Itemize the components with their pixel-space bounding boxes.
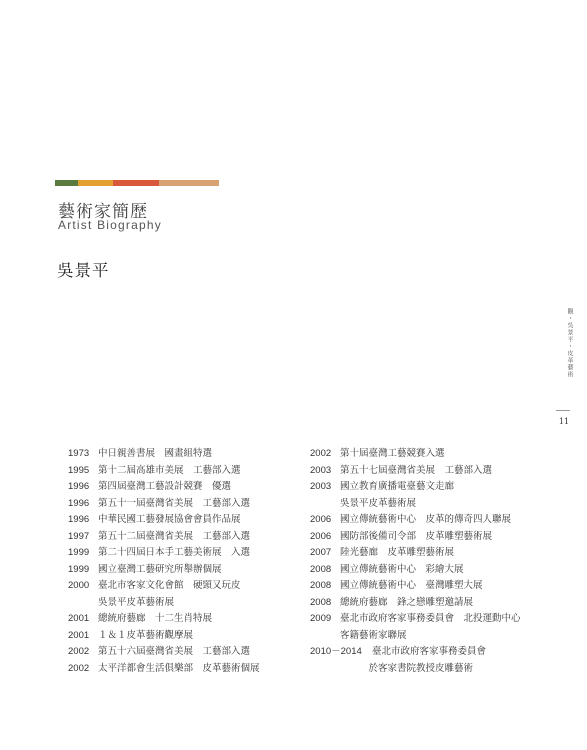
timeline-text: 陸光藝廊 皮革雕塑藝術展 (340, 547, 455, 558)
timeline-text: 臺北市客家文化會館 硬頸又玩皮 (98, 580, 241, 591)
timeline-year: 2002 (310, 448, 332, 459)
timeline-year: 2009 (310, 613, 332, 624)
timeline-year (310, 628, 340, 645)
timeline-year: 1973 (68, 448, 90, 459)
timeline-year (310, 661, 340, 678)
timeline-text: 吳景平皮革藝術展 (340, 497, 417, 509)
timeline-text: 客籍藝術家聯展 (340, 629, 407, 641)
color-bar-yellow (78, 180, 113, 186)
timeline-entry (310, 595, 550, 612)
timeline-entry (310, 562, 550, 579)
side-divider (556, 410, 570, 411)
timeline-entry (310, 578, 550, 595)
timeline-text: 中華民國工藝發展協會會員作品展 (98, 514, 241, 525)
timeline-year: 2006 (310, 530, 332, 542)
timeline-year: 2003 (310, 481, 332, 492)
timeline-entry (68, 578, 304, 595)
color-bar-tan (159, 180, 219, 186)
timeline-year: 2008 (310, 580, 332, 591)
color-bar (55, 180, 219, 186)
timeline-entry (310, 611, 550, 628)
timeline-entry (68, 661, 304, 678)
timeline-entry (68, 611, 304, 628)
timeline-entry (68, 644, 304, 661)
section-title-en: Artist Biography (58, 218, 162, 232)
timeline-entry (68, 463, 304, 480)
timeline-left-column (68, 446, 304, 677)
timeline-entry (310, 479, 550, 496)
timeline-text: 第十二屆高雄市美展 工藝部入選 (98, 464, 241, 476)
color-bar-red (113, 180, 159, 186)
timeline-text: 中日親善書展 國畫組特選 (98, 448, 213, 459)
timeline-entry (310, 446, 550, 463)
timeline-entry (68, 512, 304, 529)
timeline-text: 第五十七屆臺灣省美展 工藝部入選 (340, 464, 493, 476)
timeline-text: 國立傳統藝術中心 彩繪大展 (340, 563, 464, 575)
timeline-text: 第五十一屆臺灣省美展 工藝部入選 (98, 497, 251, 509)
timeline-text: 第十屆臺灣工藝競賽入選 (340, 448, 445, 459)
timeline-year: 1995 (68, 464, 90, 476)
timeline-year: 2008 (310, 596, 332, 608)
timeline-entry (310, 529, 550, 546)
timeline-text: 第五十六屆臺灣省美展 工藝部入選 (98, 646, 251, 657)
timeline-entry (68, 562, 304, 579)
timeline-text: 國立臺灣工藝研究所舉辦個展 (98, 563, 222, 575)
timeline-year: 2008 (310, 563, 332, 575)
timeline-entry (310, 644, 550, 661)
timeline-year: 1996 (68, 481, 90, 492)
timeline-text: 第四屆臺灣工藝設計競賽 優選 (98, 481, 232, 492)
timeline-entry (68, 496, 304, 513)
color-bar-green (55, 180, 78, 186)
timeline-entry (68, 595, 304, 612)
timeline-year: 2002 (68, 646, 90, 657)
timeline-entry (68, 628, 304, 645)
timeline-year: 1996 (68, 514, 90, 525)
timeline-year: 1999 (68, 547, 90, 558)
timeline-text: 第五十二屆臺灣省美展 工藝部入選 (98, 530, 251, 542)
timeline-text: 臺北市政府客家事務委員會 北投運動中心 (340, 613, 521, 624)
timeline-entry (68, 545, 304, 562)
timeline-text: 於客家書院教授皮雕藝術 (340, 662, 474, 674)
timeline-year (68, 595, 98, 612)
timeline-year (310, 496, 340, 513)
timeline-entry (310, 661, 550, 678)
timeline-year: 1996 (68, 497, 90, 509)
timeline-year: 2006 (310, 514, 332, 525)
timeline-text: １＆１皮革藝術觀摩展 (98, 629, 194, 641)
timeline-text: 臺北市政府客家事務委員會 (372, 646, 487, 657)
timeline-entry (68, 479, 304, 496)
page-number: 11 (558, 417, 570, 426)
artist-name: 吳景平 (57, 261, 110, 280)
timeline-entry (310, 512, 550, 529)
timeline-right-column (310, 446, 550, 677)
timeline-year: 1999 (68, 563, 90, 575)
timeline-entry (310, 463, 550, 480)
timeline-text: 國立傳統藝術中心 皮革的傳奇四人聯展 (340, 514, 512, 525)
timeline-year: 2002 (68, 662, 90, 674)
timeline-year: 2001 (68, 613, 90, 624)
timeline-year: 2010－2014 (310, 646, 362, 657)
timeline-entry (68, 529, 304, 546)
side-tab-label: 觀・吳景平・皮革藝術 (566, 308, 573, 378)
section-title-zh: 藝術家簡歷 (58, 202, 148, 222)
timeline-year: 2000 (68, 580, 90, 591)
timeline-text: 吳景平皮革藝術展 (98, 596, 175, 608)
timeline-text: 太平洋都會生活俱樂部 皮革藝術個展 (98, 662, 260, 674)
timeline-entry (310, 628, 550, 645)
timeline-text: 第二十四屆日本手工藝美術展 入選 (98, 547, 251, 558)
timeline-year: 2007 (310, 547, 332, 558)
timeline-year: 2003 (310, 464, 332, 476)
timeline-text: 總統府藝廊 十二生肖特展 (98, 613, 213, 624)
timeline-entry (310, 496, 550, 513)
timeline-text: 總統府藝廊 鋒之戀雕塑邀請展 (340, 596, 474, 608)
timeline-year: 1997 (68, 530, 90, 542)
timeline-year: 2001 (68, 629, 90, 641)
timeline-text: 國立教育廣播電臺藝文走廊 (340, 481, 455, 492)
timeline-entry (68, 446, 304, 463)
timeline-text: 國立傳統藝術中心 臺灣雕塑大展 (340, 580, 483, 591)
timeline-entry (310, 545, 550, 562)
timeline-text: 國防部後備司令部 皮革雕塑藝術展 (340, 530, 493, 542)
